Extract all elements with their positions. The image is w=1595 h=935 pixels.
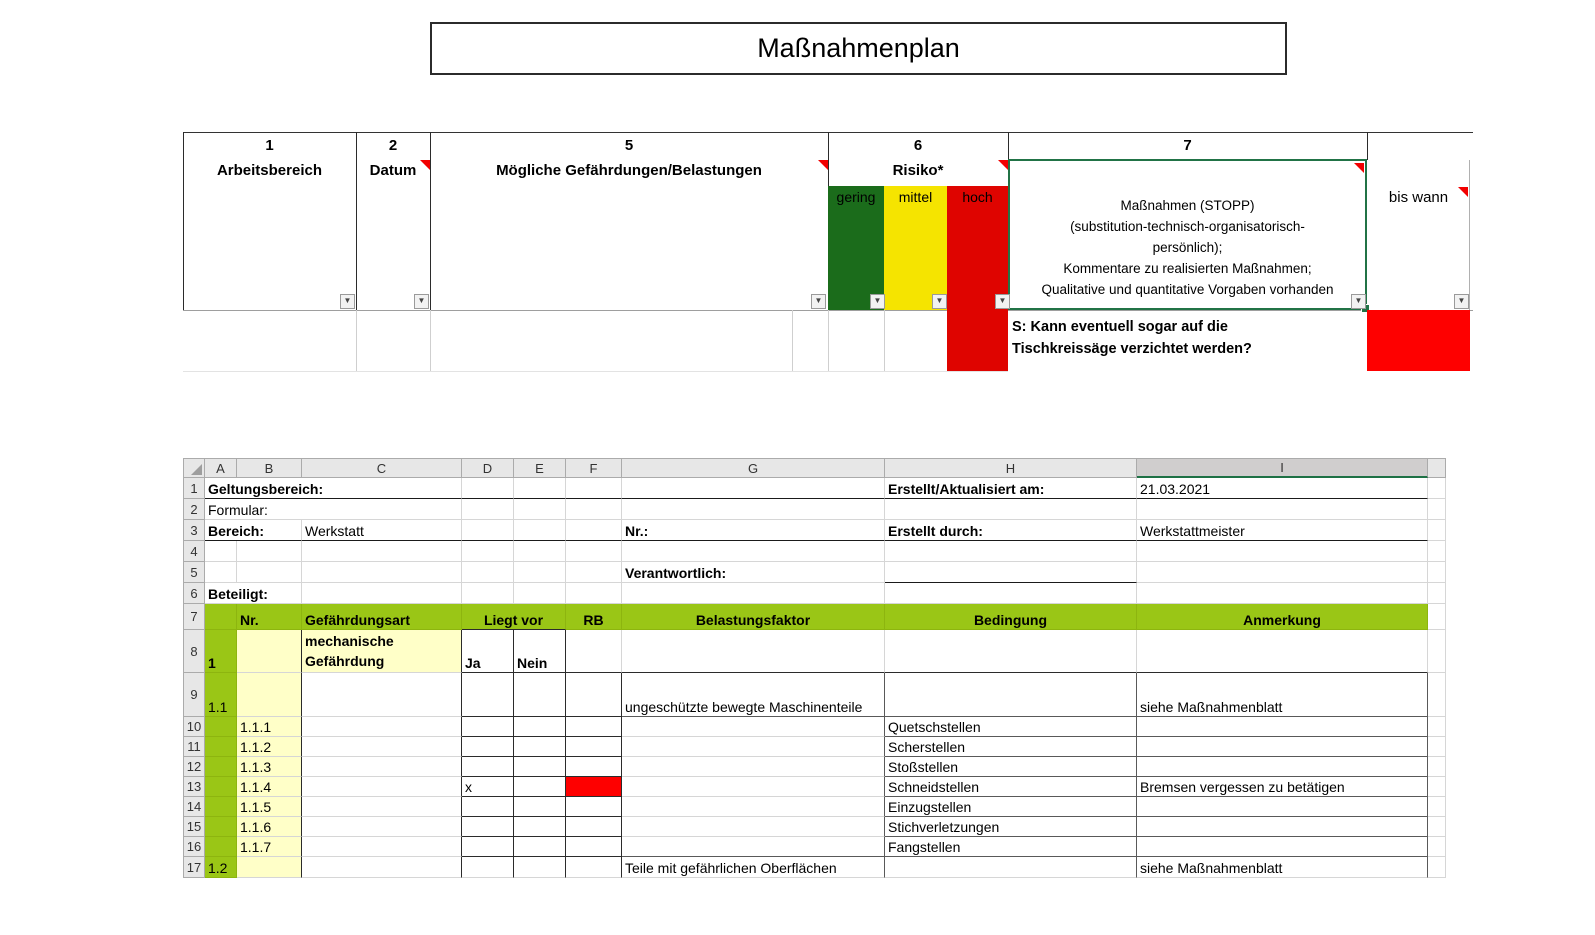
cell[interactable] (237, 673, 302, 717)
cell[interactable] (302, 673, 462, 717)
row-header-4[interactable]: 4 (183, 541, 205, 562)
cell[interactable] (514, 757, 566, 777)
cell[interactable] (462, 817, 514, 837)
cell[interactable] (302, 817, 462, 837)
cell[interactable] (885, 583, 1137, 604)
row-header-14[interactable]: 14 (183, 797, 205, 817)
cell[interactable] (622, 737, 885, 757)
cell[interactable] (566, 737, 622, 757)
cell-A6[interactable]: Beteiligt: (205, 583, 302, 604)
cell[interactable] (566, 499, 622, 520)
cell[interactable] (622, 499, 885, 520)
cell[interactable] (302, 737, 462, 757)
table-row (183, 777, 1446, 797)
select-all-icon (191, 464, 202, 475)
cell-H3[interactable]: Erstellt durch: (885, 520, 1137, 541)
cell[interactable] (205, 717, 237, 737)
cell[interactable] (462, 673, 514, 717)
table-row (183, 737, 1446, 757)
cell[interactable] (566, 757, 622, 777)
cell[interactable] (622, 777, 885, 797)
column-number-5: 5 (624, 137, 634, 154)
row-header-5[interactable]: 5 (183, 562, 205, 583)
cell[interactable] (462, 717, 514, 737)
cell-H7[interactable]: Bedingung (885, 604, 1137, 630)
cell-B12[interactable]: 1.1.3 (237, 757, 302, 777)
row-header-9[interactable]: 9 (183, 673, 205, 717)
cell[interactable] (205, 817, 237, 837)
cell[interactable] (1428, 478, 1446, 499)
cell[interactable] (566, 857, 622, 878)
column-header-datum: Datum (369, 162, 417, 179)
cell[interactable] (205, 757, 237, 777)
cell[interactable] (1137, 562, 1428, 583)
cell-D7[interactable]: Liegt vor (462, 604, 566, 630)
risk-hoch-flag-cell[interactable] (947, 310, 1008, 371)
cell[interactable] (1428, 520, 1446, 541)
cell[interactable] (622, 583, 885, 604)
cell-I9[interactable]: siehe Maßnahmenblatt (1137, 673, 1428, 717)
cell-B11[interactable]: 1.1.2 (237, 737, 302, 757)
cell[interactable] (462, 757, 514, 777)
cell[interactable] (302, 541, 462, 562)
cell-G17[interactable]: Teile mit gefährlichen Oberflächen (622, 857, 885, 878)
cell[interactable] (885, 857, 1137, 878)
divider (1469, 160, 1470, 310)
cell[interactable] (237, 562, 302, 583)
cell[interactable] (622, 478, 885, 499)
comment-indicator-icon (420, 160, 430, 170)
divider (828, 310, 829, 371)
row-header-15[interactable]: 15 (183, 817, 205, 837)
filter-dropdown-bis-wann[interactable] (1454, 294, 1469, 309)
cell-C7[interactable]: Gefährdungsart (302, 604, 462, 630)
cell[interactable] (1428, 562, 1446, 583)
column-header-arbeitsbereich: Arbeitsbereich (216, 162, 323, 179)
col-header-G[interactable]: G (622, 458, 885, 478)
risk-cell-mittel[interactable]: mittel (884, 186, 947, 310)
massnahmen-note[interactable]: S: Kann eventuell sogar auf die Tischkreissäge verzichtet werden? (1012, 319, 1252, 357)
cell[interactable] (302, 757, 462, 777)
cell[interactable] (514, 520, 566, 541)
cell[interactable] (514, 737, 566, 757)
cell[interactable] (205, 797, 237, 817)
row-header-11[interactable]: 11 (183, 737, 205, 757)
massnahmen-cell-selected[interactable] (1008, 159, 1367, 310)
filter-dropdown-arbeitsbereich[interactable] (340, 294, 355, 309)
col-header-C[interactable]: C (302, 458, 462, 478)
comment-indicator-icon (818, 160, 828, 170)
column-header-risiko: Risiko* (892, 162, 944, 179)
cell-A2[interactable]: Formular: (205, 499, 462, 520)
cell[interactable] (237, 857, 302, 878)
cell[interactable] (514, 541, 566, 562)
cell[interactable] (622, 817, 885, 837)
filter-dropdown-datum[interactable] (414, 294, 429, 309)
table-row (183, 857, 1446, 878)
cell[interactable] (1137, 583, 1428, 604)
filter-dropdown-hoch[interactable] (995, 294, 1010, 309)
cell-B16[interactable]: 1.1.7 (237, 837, 302, 857)
cell[interactable] (514, 857, 566, 878)
cell-A3[interactable]: Bereich: (205, 520, 302, 541)
cell-H16[interactable]: Fangstellen (885, 837, 1137, 857)
cell[interactable] (462, 837, 514, 857)
cell[interactable] (205, 777, 237, 797)
row-header-2[interactable]: 2 (183, 499, 205, 520)
cell[interactable] (205, 562, 237, 583)
cell[interactable] (462, 541, 514, 562)
cell-B13[interactable]: 1.1.4 (237, 777, 302, 797)
cell[interactable] (302, 583, 462, 604)
row-header-17[interactable]: 17 (183, 857, 205, 878)
col-header-F[interactable]: F (566, 458, 622, 478)
worksheet-grid (183, 458, 1446, 878)
cell[interactable] (885, 673, 1137, 717)
cell[interactable] (566, 717, 622, 737)
col-header-extra[interactable] (1428, 458, 1446, 478)
cell-H12[interactable]: Stoßstellen (885, 757, 1137, 777)
dropdown-arrow-icon: ▼ (1354, 296, 1363, 305)
cell[interactable] (1428, 541, 1446, 562)
cell[interactable] (622, 757, 885, 777)
cell[interactable] (1137, 630, 1428, 673)
cell-G7[interactable]: Belastungsfaktor (622, 604, 885, 630)
cell-I13[interactable]: Bremsen vergessen zu betätigen (1137, 777, 1428, 797)
divider (356, 132, 357, 310)
cell[interactable] (462, 499, 514, 520)
cell-D13[interactable]: x (462, 777, 514, 797)
cell[interactable] (885, 541, 1137, 562)
cell-G3[interactable]: Nr.: (622, 520, 885, 541)
column-header-row (183, 458, 1446, 478)
massnahmen-text: Maßnahmen (STOPP) (substitution-technisch-organisatorisch- persönlich); Kommentare zu realisierten Maßnahmen; Qualitative und quantitative Vorgaben vorhanden (1041, 198, 1334, 297)
cell[interactable] (1428, 757, 1446, 777)
column-header-bis-wann: bis wann (1388, 189, 1449, 206)
cell[interactable] (462, 583, 514, 604)
cell[interactable] (462, 478, 514, 499)
divider (430, 132, 431, 310)
cell[interactable] (462, 520, 514, 541)
column-number-1: 1 (265, 137, 274, 154)
cell-H14[interactable]: Einzugstellen (885, 797, 1137, 817)
col-header-A[interactable]: A (205, 458, 237, 478)
cell[interactable] (1428, 499, 1446, 520)
cell[interactable] (1137, 757, 1428, 777)
cell-D8[interactable]: Ja (462, 630, 514, 673)
cell-C8[interactable]: mechanische Gefährdung (302, 630, 462, 673)
cell-H15[interactable]: Stichverletzungen (885, 817, 1137, 837)
cell[interactable] (1428, 777, 1446, 797)
divider (356, 310, 357, 371)
cell[interactable] (302, 562, 462, 583)
filter-dropdown-gering[interactable] (870, 294, 885, 309)
table-row (183, 630, 1446, 673)
cell[interactable] (1428, 737, 1446, 757)
cell[interactable] (1428, 857, 1446, 878)
cell[interactable] (622, 797, 885, 817)
divider (792, 310, 793, 371)
cell[interactable] (1137, 499, 1428, 520)
cell[interactable] (514, 499, 566, 520)
cell-B14[interactable]: 1.1.5 (237, 797, 302, 817)
cell[interactable] (622, 630, 885, 673)
cell[interactable] (514, 817, 566, 837)
row-header-1[interactable]: 1 (183, 478, 205, 499)
cell-A9[interactable]: 1.1 (205, 673, 237, 717)
table-row (183, 520, 1446, 541)
cell-A8[interactable]: 1 (205, 630, 237, 673)
row-header-12[interactable]: 12 (183, 757, 205, 777)
dropdown-arrow-icon: ▼ (814, 296, 823, 305)
cell-I7[interactable]: Anmerkung (1137, 604, 1428, 630)
cell[interactable] (885, 499, 1137, 520)
cell[interactable] (205, 541, 237, 562)
row-header-16[interactable]: 16 (183, 837, 205, 857)
page-title: Maßnahmenplan (757, 33, 960, 63)
cell[interactable] (514, 478, 566, 499)
table-row (183, 673, 1446, 717)
cell-G5[interactable]: Verantwortlich: (622, 562, 885, 583)
cell[interactable] (205, 837, 237, 857)
cell-H13[interactable]: Schneidstellen (885, 777, 1137, 797)
cell[interactable] (514, 583, 566, 604)
column-header-gefaehrdungen: Mögliche Gefährdungen/Belastungen (496, 162, 762, 179)
table-row (183, 837, 1446, 857)
worksheet-table (183, 458, 1446, 878)
cell[interactable] (566, 583, 622, 604)
cell[interactable] (462, 797, 514, 817)
table-row (183, 757, 1446, 777)
cell[interactable] (205, 737, 237, 757)
table-row (183, 562, 1446, 583)
cell-C3[interactable]: Werkstatt (302, 520, 462, 541)
row-header-13[interactable]: 13 (183, 777, 205, 797)
cell[interactable] (566, 673, 622, 717)
cell[interactable] (302, 857, 462, 878)
cell[interactable] (1137, 817, 1428, 837)
dropdown-arrow-icon: ▼ (1457, 296, 1466, 305)
risk-cell-gering[interactable]: gering (828, 186, 884, 310)
cell[interactable] (1428, 604, 1446, 630)
document-title-box (430, 22, 1287, 75)
cell[interactable] (885, 630, 1137, 673)
cell[interactable] (514, 717, 566, 737)
table-row (183, 499, 1446, 520)
dropdown-arrow-icon: ▼ (343, 296, 352, 305)
table-row (183, 583, 1446, 604)
col-header-E[interactable]: E (514, 458, 566, 478)
dropdown-arrow-icon: ▼ (935, 296, 944, 305)
cell[interactable] (514, 777, 566, 797)
divider (884, 310, 885, 371)
cell-F13-flag[interactable] (566, 777, 622, 797)
cell-B7[interactable]: Nr. (237, 604, 302, 630)
cell[interactable] (1428, 630, 1446, 673)
cell[interactable] (302, 797, 462, 817)
cell[interactable] (566, 797, 622, 817)
cell[interactable] (1428, 673, 1446, 717)
row-header-6[interactable]: 6 (183, 583, 205, 604)
filter-dropdown-gefaehrdungen[interactable] (811, 294, 826, 309)
cell[interactable] (1137, 837, 1428, 857)
cell[interactable] (514, 797, 566, 817)
cell[interactable] (514, 837, 566, 857)
cell-A1[interactable]: Geltungsbereich: (205, 478, 462, 499)
row-header-10[interactable]: 10 (183, 717, 205, 737)
cell[interactable] (1428, 817, 1446, 837)
cell[interactable] (566, 478, 622, 499)
cell[interactable] (1137, 737, 1428, 757)
cell-E8[interactable]: Nein (514, 630, 566, 673)
cell-F7[interactable]: RB (566, 604, 622, 630)
cell[interactable] (205, 604, 237, 630)
divider (183, 371, 1008, 372)
table-row (183, 541, 1446, 562)
cell[interactable] (622, 717, 885, 737)
cell-H10[interactable]: Quetschstellen (885, 717, 1137, 737)
divider (430, 310, 431, 371)
col-header-B[interactable]: B (237, 458, 302, 478)
cell[interactable] (1428, 717, 1446, 737)
cell-H11[interactable]: Scherstellen (885, 737, 1137, 757)
cell-A17[interactable]: 1.2 (205, 857, 237, 878)
col-header-D[interactable]: D (462, 458, 514, 478)
column-number-7: 7 (1183, 137, 1192, 154)
cell[interactable] (1428, 837, 1446, 857)
table-row (183, 717, 1446, 737)
cell[interactable] (1137, 797, 1428, 817)
cell-I3[interactable]: Werkstattmeister (1137, 520, 1428, 541)
cell-B15[interactable]: 1.1.6 (237, 817, 302, 837)
cell[interactable] (237, 541, 302, 562)
cell[interactable] (462, 857, 514, 878)
col-header-H[interactable]: H (885, 458, 1137, 478)
dropdown-arrow-icon: ▼ (873, 296, 882, 305)
cell-H5[interactable] (885, 562, 1137, 583)
comment-indicator-icon (1458, 187, 1468, 197)
comment-indicator-icon (998, 160, 1008, 170)
risk-plan-header-table (183, 132, 1473, 374)
row-header-3[interactable]: 3 (183, 520, 205, 541)
cell[interactable] (237, 630, 302, 673)
cell[interactable] (622, 541, 885, 562)
cell[interactable] (462, 562, 514, 583)
cell[interactable] (514, 562, 566, 583)
divider (1367, 132, 1368, 160)
cell[interactable] (1137, 541, 1428, 562)
row-header-8[interactable]: 8 (183, 630, 205, 673)
cell[interactable] (622, 837, 885, 857)
divider (183, 132, 184, 310)
cell[interactable] (302, 837, 462, 857)
cell[interactable] (566, 630, 622, 673)
table-row (183, 817, 1446, 837)
select-all-corner[interactable] (183, 458, 205, 478)
row-header-7[interactable]: 7 (183, 604, 205, 630)
cell-I1[interactable]: 21.03.2021 (1137, 478, 1428, 499)
cell[interactable] (1428, 797, 1446, 817)
risk-cell-hoch[interactable]: hoch (947, 186, 1008, 310)
bis-wann-flag-cell[interactable] (1367, 310, 1470, 371)
cell[interactable] (302, 717, 462, 737)
cell-I17[interactable]: siehe Maßnahmenblatt (1137, 857, 1428, 878)
section-header-row (183, 604, 1446, 630)
cell[interactable] (462, 737, 514, 757)
cell[interactable] (302, 777, 462, 797)
dropdown-arrow-icon: ▼ (417, 296, 426, 305)
table-row (183, 797, 1446, 817)
cell-B10[interactable]: 1.1.1 (237, 717, 302, 737)
dropdown-arrow-icon: ▼ (998, 296, 1007, 305)
filter-dropdown-mittel[interactable] (932, 294, 947, 309)
cell[interactable] (566, 562, 622, 583)
cell[interactable] (566, 520, 622, 541)
cell[interactable] (1137, 717, 1428, 737)
cell[interactable] (514, 673, 566, 717)
cell-G9[interactable]: ungeschützte bewegte Maschinenteile (622, 673, 885, 717)
filter-dropdown-massnahmen[interactable] (1351, 294, 1366, 309)
cell[interactable] (566, 541, 622, 562)
column-number-2: 2 (388, 137, 398, 154)
cell[interactable] (566, 837, 622, 857)
cell-H1[interactable]: Erstellt/Aktualisiert am: (885, 478, 1137, 499)
col-header-I[interactable]: I (1137, 458, 1428, 478)
column-number-6: 6 (913, 137, 923, 154)
table-row (183, 478, 1446, 499)
cell[interactable] (566, 817, 622, 837)
cell[interactable] (1428, 583, 1446, 604)
